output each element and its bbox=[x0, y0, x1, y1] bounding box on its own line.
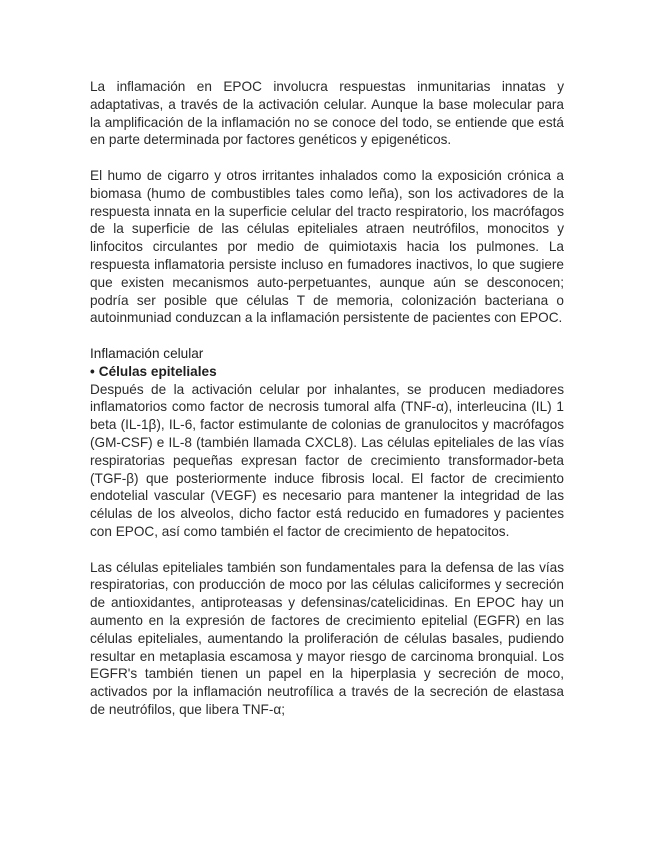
bullet-icon: • bbox=[90, 363, 95, 379]
irritants-paragraph: El humo de cigarro y otros irritantes inhalados como la exposición crónica a biomasa (humo de combustibles tales como leña), son los activadores de la respuesta innata en la superficie celular del tracto respiratorio, los macrófagos de la superficie de las células epiteliales atraen neutrófilos, monocitos y linfocitos circulantes por medio de quimiotaxis hacia los pulmones. La respuesta inflamatoria persiste incluso en fumadores inactivos, lo que sugiere que existen mecanismos auto-perpetuantes, aunque aún se desconocen; podría ser posible que células T de memoria, colonización bacteriana o autoinmuniad conduzcan a la inflamación persistente de pacientes con EPOC. bbox=[90, 167, 564, 326]
document-page bbox=[90, 78, 564, 719]
epithelial-defense-paragraph: Las células epiteliales también son fundamentales para la defensa de las vías respiratorias, con producción de moco por las células caliciformes y secreción de antioxidantes, antiproteasas y defensinas/catelicidinas. En EPOC hay un aumento en la expresión de factores de crecimiento epitelial (EGFR) en las células epiteliales, aumentando la proliferación de células basales, pudiendo resultar en metaplasia escamosa y mayor riesgo de carcinoma bronquial. Los EGFR's también tienen un papel en la hiperplasia y secreción de moco, activados por la inflamación neutrofílica a través de la secreción de elastasa de neutrófilos, que libera TNF-α; bbox=[90, 559, 564, 717]
bullet-heading bbox=[90, 363, 564, 381]
section-title: Inflamación celular bbox=[90, 345, 204, 361]
bullet-heading-label: Células epiteliales bbox=[98, 363, 217, 379]
intro-paragraph: La inflamación en EPOC involucra respuestas inmunitarias innatas y adaptativas, a través de la activación celular. Aunque la base molecular para la amplificación de la inflamación no se conoce del todo, se entiende que está en parte determinada por factores genéticos y epigenéticos. bbox=[90, 79, 564, 148]
mediators-paragraph: Después de la activación celular por inhalantes, se producen mediadores inflamatorios como factor de necrosis tumoral alfa (TNF-α), interleucina (IL) 1 beta (IL-1β), IL-6, factor estimulante de colonias de granulocitos y macrófagos (GM-CSF) e IL-8 (también llamada CXCL8). Las células epiteliales de las vías respiratorias pequeñas expresan factor de crecimiento transformador-beta (TGF-β) que posteriormente induce fibrosis local. El factor de crecimiento endotelial vascular (VEGF) es necesario para mantener la integridad de las células de los alveolos, dicho factor está reducido en fumadores y pacientes con EPOC, así como también el factor de crecimiento de hepatocitos. bbox=[90, 381, 564, 539]
